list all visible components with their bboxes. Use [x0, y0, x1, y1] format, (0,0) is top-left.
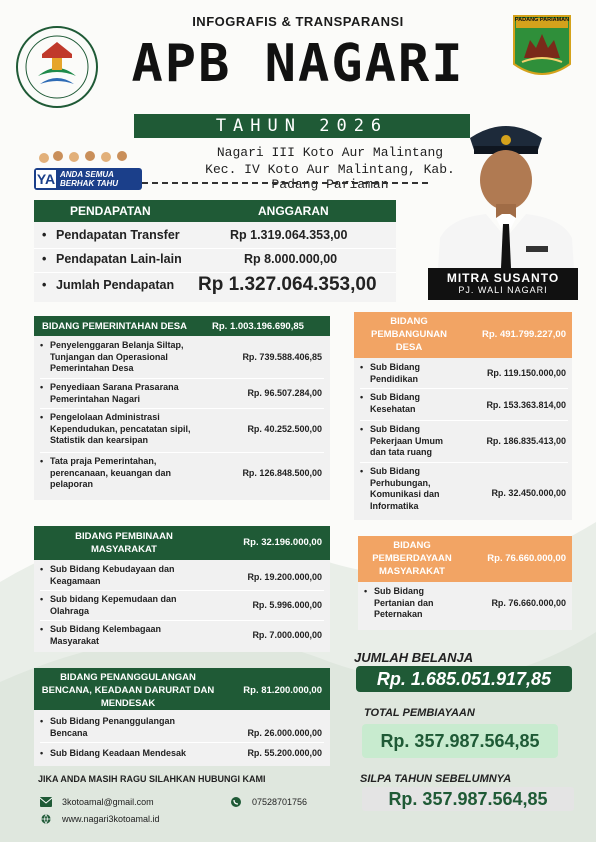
item-value: Rp. 76.660.000,00 — [491, 598, 566, 608]
item-line: Keagamaan — [50, 575, 101, 586]
item-line: Pekerjaan Umum — [370, 435, 444, 446]
item-line: Penyediaan Sarana Prasarana — [50, 382, 179, 392]
row-divider — [40, 452, 324, 453]
item-line: Peternakan — [374, 609, 423, 619]
email-link[interactable]: 3kotoamal@gmail.com — [62, 797, 154, 807]
item-line: Sub Bidang — [370, 392, 420, 402]
item-line: Kependudukan, pencatatan sipil, — [50, 423, 191, 434]
jumlah-belanja-value: Rp. 1.685.051.917,85 — [356, 666, 572, 692]
item-value: Rp. 126.848.500,00 — [242, 468, 322, 478]
item-line: Sub Bidang — [370, 362, 420, 372]
pemberdayaan-body — [358, 582, 572, 630]
item-line: Sub Bidang — [374, 586, 424, 596]
phone-icon — [230, 797, 242, 807]
penanggulangan-title: BENCANA, KEADAAN DARURAT DAN — [41, 685, 215, 696]
pendapatan-value: Rp 8.000.000,00 — [244, 252, 338, 266]
list-item: • Penyelenggaran Belanja Siltap, Tunjangan dan Operasional Pemerintahan Desa Rp. 739.588.406,85 — [40, 340, 322, 373]
item-line: Bencana — [50, 727, 88, 738]
penanggulangan-title: MENDESAK — [100, 698, 156, 709]
pembinaan-title: MASYARAKAT — [91, 544, 157, 555]
penanggulangan-header — [34, 668, 330, 710]
list-item: • Sub Bidang Perhubungan, Komunikasi dan Informatika Rp. 32.450.000,00 — [360, 466, 566, 511]
row-divider — [34, 272, 396, 273]
row-divider — [360, 388, 568, 389]
pendapatan-header — [34, 200, 396, 222]
item-value: Rp. 32.450.000,00 — [491, 488, 566, 498]
list-item: • Sub bidang Kepemudaan dan Olahraga Rp. 5.996.000,00 — [40, 594, 322, 616]
email-icon — [40, 797, 52, 807]
item-line: Sub Bidang Kelembagaan — [50, 624, 162, 634]
dashed-divider — [132, 182, 428, 184]
silpa-label: SILPA TAHUN SEBELUMNYA — [360, 773, 512, 785]
item-value: Rp. 96.507.284,00 — [247, 388, 322, 398]
item-line: Pendidikan — [370, 373, 419, 384]
row-divider — [34, 248, 396, 249]
location-line-1: Nagari III Koto Aur Malintang — [216, 145, 444, 160]
website-link[interactable]: www.nagari3kotoamal.id — [62, 814, 160, 824]
badge-ya: YA — [36, 171, 56, 187]
contact-prompt: JIKA ANDA MASIH RAGU SILAHKAN HUBUNGI KAMI — [38, 774, 266, 784]
pemberdayaan-header — [358, 536, 572, 582]
pembangunan-title: DESA — [395, 342, 423, 353]
item-line: Sub Bidang — [370, 424, 420, 434]
right-logo-text: PADANG PARIAMAN — [514, 17, 570, 23]
item-line: Pemerintahan Desa — [50, 363, 134, 373]
item-line: dan tata ruang — [370, 447, 433, 457]
pendapatan-table — [34, 222, 396, 302]
item-line: Pemerintahan Nagari — [50, 393, 141, 404]
globe-icon — [40, 814, 52, 824]
pembinaan-body — [34, 560, 330, 652]
pembinaan-total: Rp. 32.196.000,00 — [243, 537, 322, 548]
bullet: • — [42, 228, 47, 242]
row-divider — [40, 742, 324, 743]
pendapatan-value: Rp 1.319.064.353,00 — [230, 228, 348, 242]
official-name: MITRA SUSANTO — [446, 271, 560, 285]
pemerintahan-header — [34, 316, 330, 336]
header-kicker: INFOGRAFIS & TRANSPARANSI — [192, 14, 404, 29]
penanggulangan-body — [34, 710, 330, 766]
pemberdayaan-title: MASYARAKAT — [379, 566, 445, 577]
pendapatan-head-value: ANGGARAN — [258, 204, 329, 218]
list-item: • Sub Bidang Kelembagaan Masyarakat Rp. 7.000.000,00 — [40, 624, 322, 646]
item-value: Rp. 40.252.500,00 — [247, 424, 322, 434]
row-divider — [360, 462, 568, 463]
item-line: Olahraga — [50, 605, 90, 616]
total-pembiayaan-value: Rp. 357.987.564,85 — [362, 724, 558, 758]
list-item: • Sub Bidang Pekerjaan Umum dan tata ruang Rp. 186.835.413,00 — [360, 424, 566, 457]
item-value: Rp. 7.000.000,00 — [252, 630, 322, 640]
item-value: Rp. 739.588.406,85 — [242, 352, 322, 362]
pembangunan-header — [354, 312, 572, 358]
row-divider — [40, 590, 324, 591]
penanggulangan-title: BIDANG PENANGGULANGAN — [60, 672, 196, 683]
item-value: Rp. 5.996.000,00 — [252, 600, 322, 610]
item-value: Rp. 153.363.814,00 — [486, 400, 566, 410]
pembangunan-title: BIDANG — [390, 316, 428, 327]
row-divider — [40, 408, 324, 409]
bullet: • — [42, 278, 47, 292]
item-line: Penyelenggaran Belanja Siltap, — [50, 340, 184, 350]
item-line: Informatika — [370, 500, 419, 511]
pemerintahan-title: BIDANG PEMERINTAHAN DESA — [42, 321, 187, 332]
item-line: pelaporan — [50, 479, 94, 489]
pembinaan-header — [34, 526, 330, 560]
item-line: Sub bidang Kepemudaan dan — [50, 594, 177, 604]
item-line: Sub Bidang — [370, 466, 420, 476]
item-line: Tata praja Pemerintahan, — [50, 456, 157, 466]
item-line: Sub Bidang Penanggulangan — [50, 716, 176, 726]
location-line-2: Kec. IV Koto Aur Malintang, Kab. Padang Pariaman — [205, 162, 455, 192]
item-line: Perhubungan, — [370, 477, 431, 488]
year-banner: TAHUN 2026 — [134, 114, 470, 138]
pembinaan-title: BIDANG PEMBINAAN — [75, 531, 173, 542]
total-pembiayaan-label: TOTAL PEMBIAYAAN — [364, 707, 475, 719]
item-line: Komunikasi dan — [370, 489, 440, 499]
item-line: Kesehatan — [370, 403, 416, 414]
item-line: Pertanian dan — [374, 597, 434, 608]
item-line: perencanaan, keuangan dan — [50, 467, 172, 478]
transparency-badge — [34, 150, 142, 190]
pemberdayaan-title: PEMBERDAYAAN — [372, 553, 452, 564]
official-nameplate — [428, 268, 578, 300]
bullet: • — [42, 252, 47, 266]
penanggulangan-total: Rp. 81.200.000,00 — [243, 685, 322, 696]
item-line: Tunjangan dan Operasional — [50, 351, 168, 362]
jumlah-belanja-label: JUMLAH BELANJA — [354, 650, 474, 665]
list-item: • Pengelolaan Administrasi Kependudukan, pencatatan sipil, Statistik dan kearsipan Rp. 40.252.500,00 — [40, 412, 322, 445]
list-item: • Sub Bidang Penanggulangan Bencana Rp. 26.000.000,00 — [40, 716, 322, 738]
badge-line-1: ANDA SEMUA — [60, 170, 114, 179]
list-item: • Penyediaan Sarana Prasarana Pemerintahan Nagari Rp. 96.507.284,00 — [40, 382, 322, 404]
pemerintahan-body — [34, 336, 330, 500]
item-value: Rp. 19.200.000,00 — [247, 572, 322, 582]
pendapatan-head-label: PENDAPATAN — [70, 204, 151, 218]
item-value: Rp. 119.150.000,00 — [486, 368, 566, 378]
row-divider — [360, 420, 568, 421]
pembangunan-body — [354, 358, 572, 520]
item-value: Rp. 26.000.000,00 — [247, 728, 322, 738]
list-item: • Sub Bidang Kesehatan Rp. 153.363.814,00 — [360, 392, 566, 414]
pendapatan-label: Pendapatan Transfer — [56, 228, 180, 242]
list-item: • Sub Bidang Kebudayaan dan Keagamaan Rp. 19.200.000,00 — [40, 564, 322, 586]
jumlah-pendapatan-value: Rp 1.327.064.353,00 — [198, 274, 377, 295]
phone-link[interactable]: 07528701756 — [252, 797, 308, 807]
item-line: Sub Bidang Kebudayaan dan — [50, 564, 175, 574]
row-divider — [40, 620, 324, 621]
official-role: PJ. WALI NAGARI — [458, 285, 548, 295]
item-line: Pengelolaan Administrasi — [50, 412, 160, 422]
item-value: Rp. 55.200.000,00 — [247, 748, 322, 758]
list-item: • Sub Bidang Pendidikan Rp. 119.150.000,00 — [360, 362, 566, 384]
list-item: • Sub Bidang Pertanian dan Peternakan Rp. 76.660.000,00 — [364, 586, 566, 619]
pemberdayaan-total: Rp. 76.660.000,00 — [487, 553, 566, 564]
pendapatan-label: Jumlah Pendapatan — [56, 278, 175, 292]
item-line: Statistik dan kearsipan — [50, 435, 149, 445]
list-item: • Tata praja Pemerintahan, perencanaan, keuangan dan pelaporan Rp. 126.848.500,00 — [40, 456, 322, 489]
pemberdayaan-title: BIDANG — [393, 540, 431, 551]
silpa-value: Rp. 357.987.564,85 — [362, 787, 574, 811]
item-line: Masyarakat — [50, 635, 100, 646]
pemerintahan-total: Rp. 1.003.196.690,85 — [212, 321, 304, 332]
badge-line-2: BERHAK TAHU — [60, 179, 119, 188]
list-item: • Sub Bidang Keadaan Mendesak Rp. 55.200.000,00 — [40, 748, 322, 758]
pembangunan-total: Rp. 491.799.227,00 — [482, 329, 566, 340]
page-title: APB NAGARI — [131, 34, 465, 94]
item-line: Sub Bidang Keadaan Mendesak — [50, 748, 187, 758]
item-value: Rp. 186.835.413,00 — [486, 436, 566, 446]
row-divider — [40, 378, 324, 379]
pendapatan-label: Pendapatan Lain-lain — [56, 252, 182, 266]
pembangunan-title: PEMBANGUNAN — [371, 329, 447, 340]
